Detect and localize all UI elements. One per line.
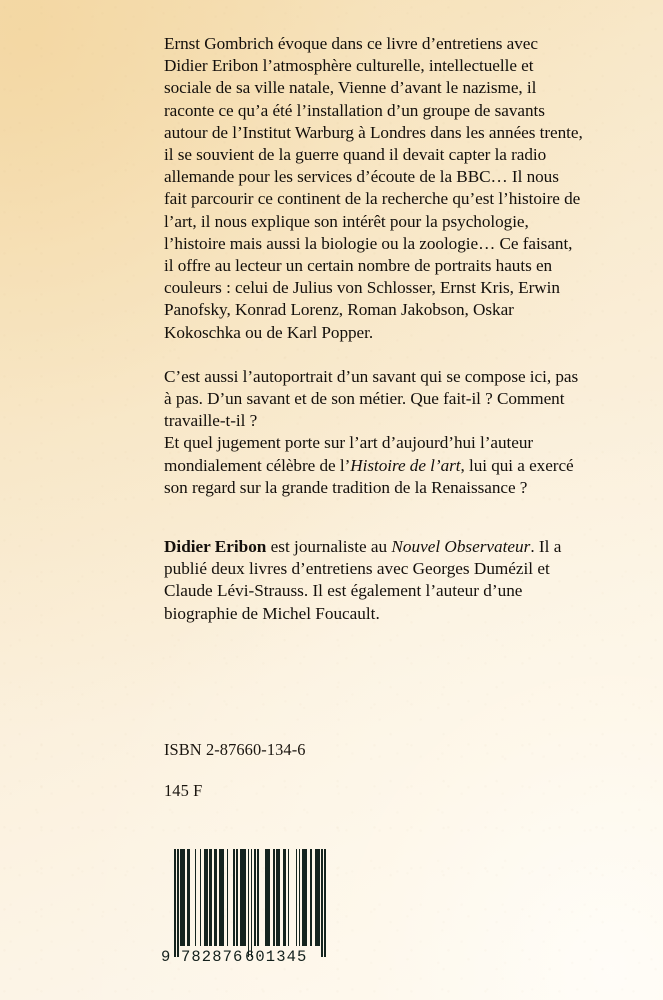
- barcode-bar: [318, 849, 320, 946]
- barcode-bar: [248, 849, 250, 957]
- barcode-bar: [324, 849, 326, 957]
- barcode-digits: [161, 948, 329, 966]
- barcode-bar: [284, 849, 286, 946]
- barcode-bar: [305, 849, 307, 946]
- barcode-bar: [177, 849, 179, 957]
- ean13-barcode: [161, 849, 326, 967]
- barcode-bar: [244, 849, 246, 946]
- barcode-bar: [310, 849, 312, 946]
- barcode-bar: [211, 849, 213, 946]
- barcode-bar: [321, 849, 323, 957]
- blurb-text-block: [164, 33, 584, 499]
- blurb-paragraph-1: [164, 33, 584, 344]
- barcode-bar: [278, 849, 280, 946]
- barcode-bar: [222, 849, 224, 946]
- barcode-bar: [200, 849, 202, 946]
- barcode-bar: [251, 849, 253, 957]
- book-title-histoire-de-lart: Histoire de l’art: [350, 455, 461, 475]
- bio-segment-2: . Il a publié deux livres d’entretiens avec Georges Dumézil et Claude Lévi-Strauss. Il est également l’auteur d’une biographie de Michel Foucault.: [164, 537, 562, 623]
- blurb-paragraph-3: [164, 432, 584, 499]
- barcode-bar: [296, 849, 298, 946]
- barcode-bar: [273, 849, 275, 946]
- isbn-text: ISBN 2-87660-134-6: [164, 740, 306, 759]
- barcode-bar: [233, 849, 235, 946]
- barcode-bar: [206, 849, 208, 946]
- barcode-lead-digit: 9: [161, 948, 171, 966]
- price-text: 145 F: [164, 781, 203, 800]
- blurb-paragraph-2-text: C’est aussi l’autoportrait d’un savant qui se compose ici, pas à pas. D’un savant et de son métier. Que fait-il ? Comment travaille-t-il ?: [164, 366, 579, 431]
- blurb-paragraph-3-before: Et quel jugement porte sur l’art d’aujourd’hui l’auteur mondialement célèbre de l’: [164, 433, 534, 475]
- blurb-paragraph-3-after: , lui qui a exercé son regard sur la grande tradition de la Renaissance ?: [164, 455, 574, 497]
- publication-name-nouvel-observateur: Nouvel Observateur: [391, 537, 531, 556]
- barcode-bar: [184, 849, 186, 946]
- barcode-left-group: 782876: [181, 948, 244, 966]
- barcode-bar: [188, 849, 190, 946]
- blurb-paragraph-2: [164, 366, 584, 433]
- barcode-bar: [216, 849, 218, 946]
- barcode-bar: [174, 849, 176, 957]
- barcode-bars: [174, 849, 326, 949]
- barcode-bar: [288, 849, 290, 946]
- barcode-bar: [257, 849, 259, 946]
- barcode-right-group: 601345: [245, 948, 308, 966]
- barcode-bar: [236, 849, 238, 946]
- bio-segment-1: est journaliste au: [266, 537, 392, 556]
- barcode-bar: [268, 849, 270, 946]
- author-name: Didier Eribon: [164, 537, 267, 556]
- blurb-paragraph-1-text: Ernst Gombrich évoque dans ce livre d’entretiens avec Didier Eribon l’atmosphère culturelle, intellectuelle et sociale de sa ville natale, Vienne d’avant le nazisme, il raconte ce qu’a été l’installation d’un groupe de savants autour de l’Institut Warburg à Londres dans les années trente, il se souvient de la guerre quand il devait capter la radio allemande pour les services d’écoute de la BBC… Il nous fait parcourir ce continent de la recherche qu’est l’histoire de l’art, il nous explique son intérêt pour la psychologie, l’histoire mais aussi la biologie ou la zoologie… Ce faisant, il offre au lecteur un certain nombre de portraits hauts en couleurs : celui de Julius von Schlosser, Ernst Kris, Erwin Panofsky, Konrad Lorenz, Roman Jakobson, Oskar Kokoschka ou de Karl Popper.: [164, 34, 583, 342]
- barcode-bar: [227, 849, 229, 946]
- barcode-bar: [254, 849, 256, 946]
- author-bio-block: [164, 536, 588, 625]
- barcode-bar: [195, 849, 197, 946]
- barcode-bar: [299, 849, 301, 946]
